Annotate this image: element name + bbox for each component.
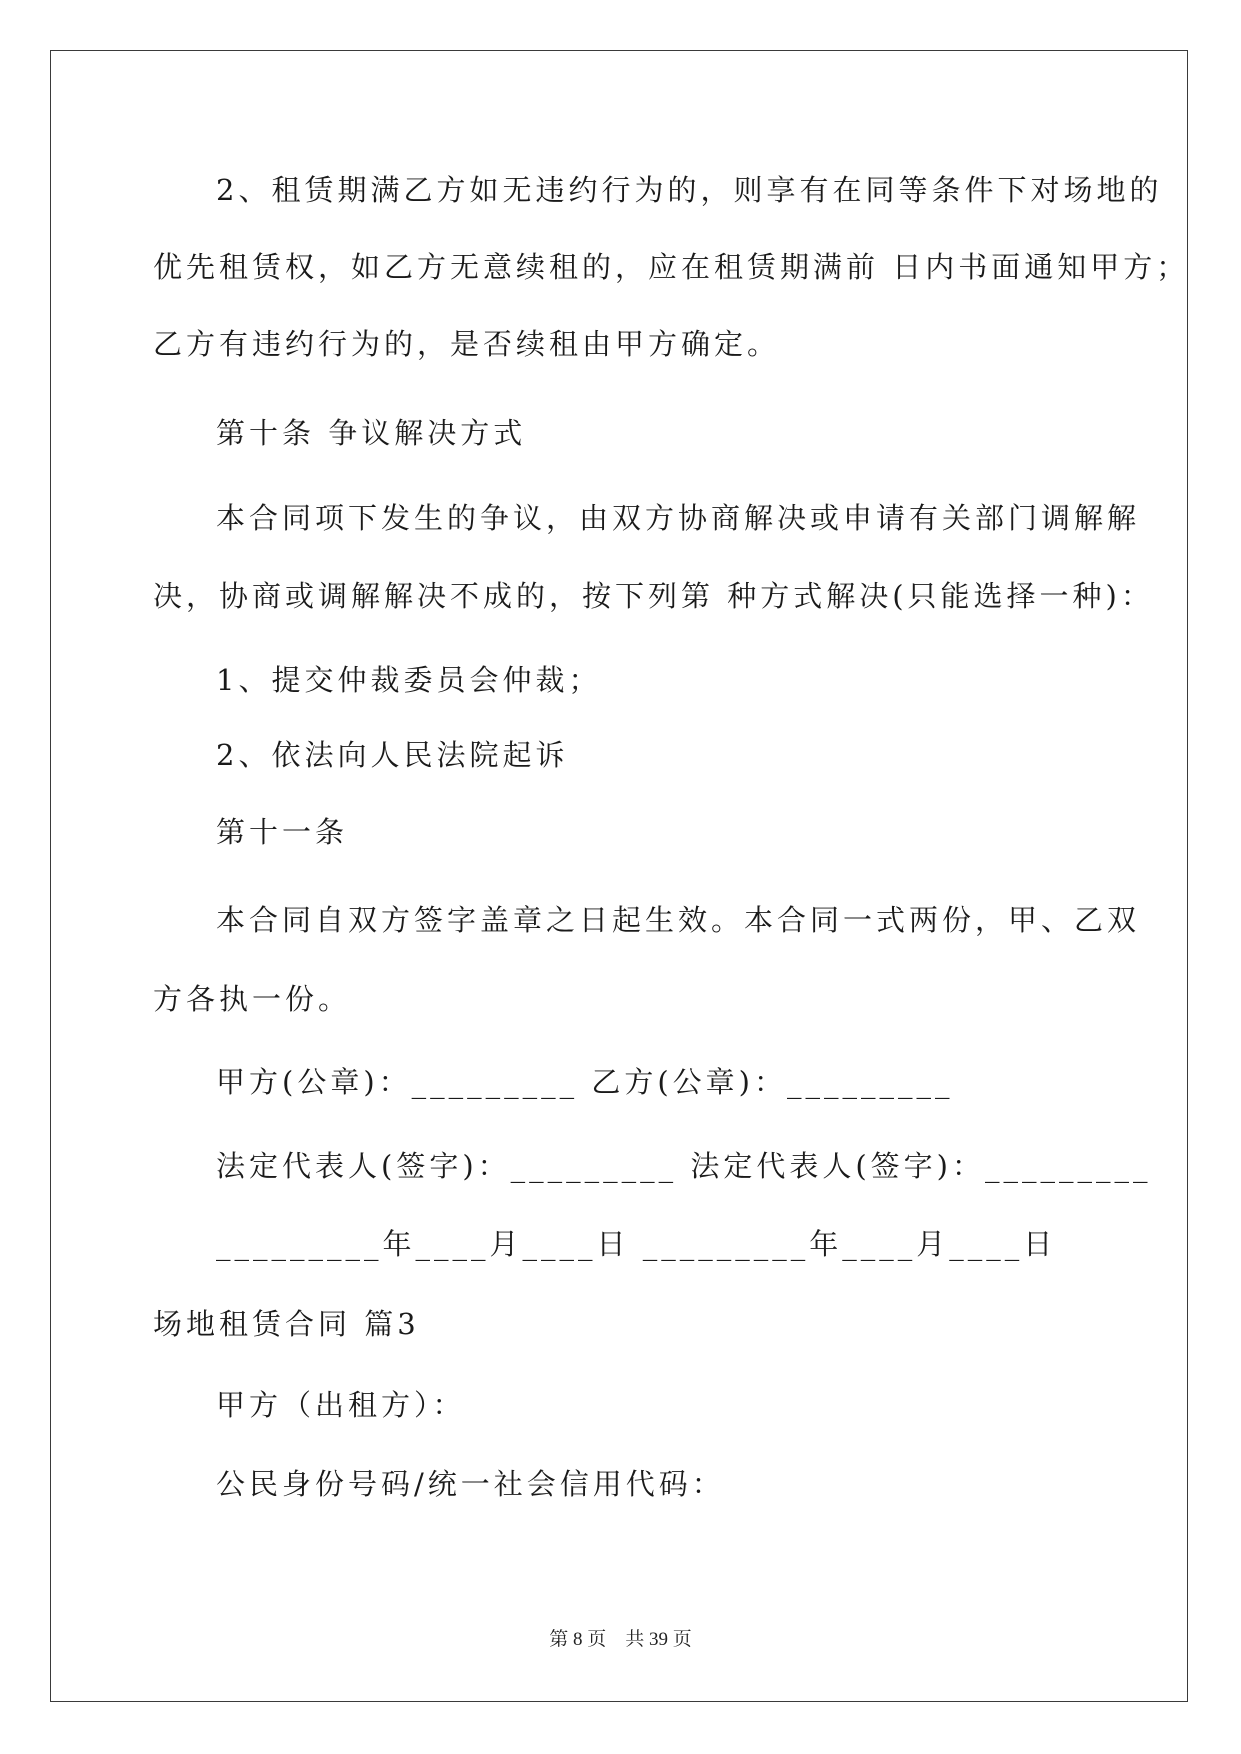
signature-line: 甲方(公章)：_________ 乙方(公章)：_________ — [216, 1065, 954, 1099]
paragraph-line: 决，协商或调解解决不成的，按下列第 种方式解决(只能选择一种)： — [153, 579, 1154, 613]
paragraph-line: 方各执一份。 — [153, 982, 352, 1016]
paragraph-line: 本合同自双方签字盖章之日起生效。本合同一式两份，甲、乙双 — [216, 903, 1141, 937]
signature-line: 法定代表人(签字)：_________ 法定代表人(签字)：_________ — [216, 1149, 1152, 1183]
paragraph-line: 优先租赁权，如乙方无意续租的，应在租赁期满前 日内书面通知甲方； — [153, 250, 1190, 284]
paragraph-line: 公民身份号码/统一社会信用代码： — [216, 1467, 725, 1501]
list-item: 1、提交仲裁委员会仲裁； — [216, 663, 602, 697]
paragraph-line: 本合同项下发生的争议，由双方协商解决或申请有关部门调解解 — [216, 501, 1141, 535]
document-section-title: 场地租赁合同 篇3 — [153, 1307, 420, 1341]
paragraph-line: 乙方有违约行为的，是否续租由甲方确定。 — [153, 327, 781, 361]
paragraph-line: 甲方（出租方）： — [216, 1388, 466, 1422]
page-border — [50, 50, 1188, 1702]
page-number: 第 8 页 共 39 页 — [549, 1629, 692, 1650]
section-heading: 第十条 争议解决方式 — [216, 416, 527, 450]
paragraph-line: 2、租赁期满乙方如无违约行为的，则享有在同等条件下对场地的 — [216, 173, 1163, 207]
list-item: 2、依法向人民法院起诉 — [216, 738, 569, 772]
date-line: _________年____月____日 _________年____月____日 — [216, 1227, 1057, 1261]
section-heading: 第十一条 — [216, 815, 349, 849]
